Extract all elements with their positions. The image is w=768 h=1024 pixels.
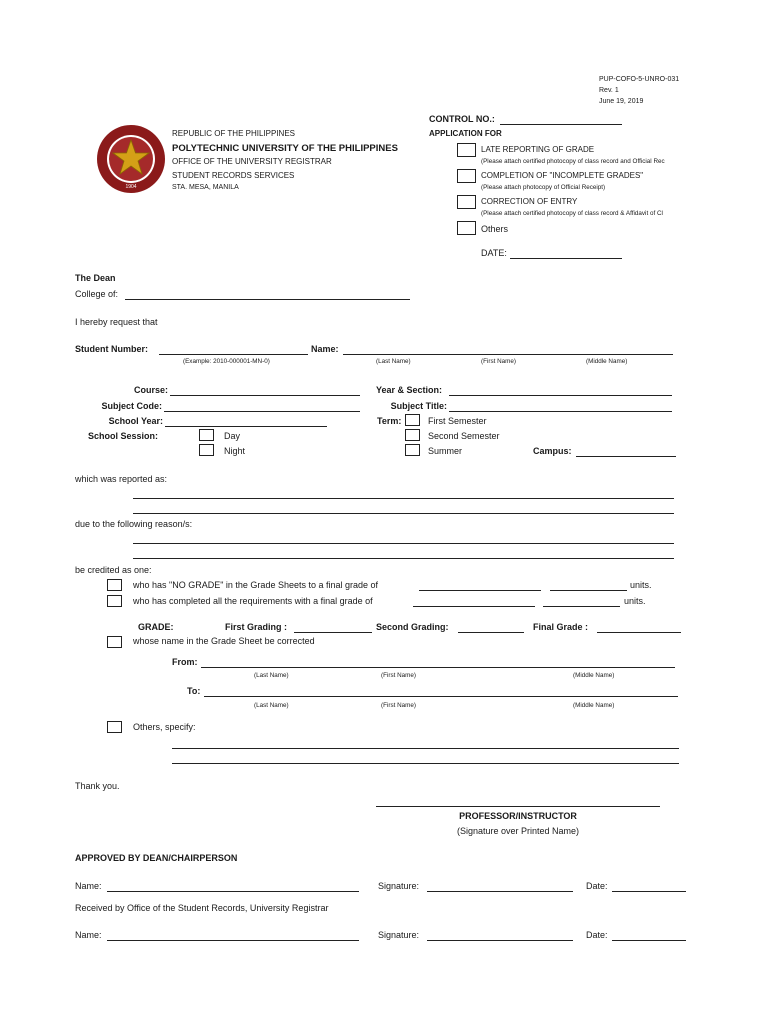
form-code: PUP-COFO-5-UNRO-031 [599, 76, 680, 83]
approval-date-field[interactable] [612, 891, 686, 892]
approval-name-label: Name: [75, 881, 102, 891]
name-field[interactable] [343, 354, 673, 355]
college-label: College of: [75, 289, 119, 299]
day-session-checkbox[interactable] [199, 429, 214, 441]
school-session-label: School Session: [88, 431, 159, 441]
no-grade-text: who has "NO GRADE" in the Grade Sheets to a final grade of [133, 580, 379, 590]
signature-over-name-label: (Signature over Printed Name) [456, 826, 580, 836]
application-for-label: APPLICATION FOR [429, 129, 502, 138]
name-correction-text: whose name in the Grade Sheet be corrected [133, 636, 315, 646]
completed-units-field[interactable] [543, 606, 620, 607]
republic-label: REPUBLIC OF THE PHILIPPINES [172, 129, 295, 138]
university-seal [96, 124, 166, 194]
completion-note: (Please attach photocopy of Official Receipt) [481, 184, 606, 191]
name-label: Name: [311, 344, 339, 354]
reasons-label: due to the following reason/s: [75, 519, 193, 529]
received-name-field[interactable] [107, 940, 359, 941]
thank-you-text: Thank you. [75, 781, 120, 791]
completed-units-label: units. [624, 596, 646, 606]
to-middle-caption: (Middle Name) [573, 702, 615, 709]
university-name: POLYTECHNIC UNIVERSITY OF THE PHILIPPINES [172, 143, 398, 154]
received-date-label: Date: [586, 930, 608, 940]
received-date-field[interactable] [612, 940, 686, 941]
year-section-field[interactable] [449, 395, 672, 396]
course-field[interactable] [170, 395, 360, 396]
to-first-caption: (First Name) [381, 702, 416, 709]
others-specify-label: Others, specify: [133, 722, 196, 732]
no-grade-units-label: units. [630, 580, 652, 590]
first-grading-field[interactable] [294, 632, 372, 633]
correction-label: CORRECTION OF ENTRY [481, 197, 578, 206]
summer-checkbox[interactable] [405, 444, 420, 456]
first-grading-label: First Grading : [225, 622, 288, 632]
approval-name-field[interactable] [107, 891, 359, 892]
term-label: Term: [377, 416, 402, 426]
completed-checkbox[interactable] [107, 595, 122, 607]
year-section-label: Year & Section: [376, 385, 443, 395]
school-year-field[interactable] [165, 426, 327, 427]
school-year-label: School Year: [108, 416, 163, 426]
first-semester-label: First Semester [428, 416, 487, 426]
subject-title-field[interactable] [449, 411, 672, 412]
professor-signature-field[interactable] [376, 806, 660, 807]
others-specify-checkbox[interactable] [107, 721, 122, 733]
approval-date-label: Date: [586, 881, 608, 891]
others-specify-line-2[interactable] [172, 763, 679, 764]
others-checkbox[interactable] [457, 221, 476, 235]
day-session-label: Day [224, 431, 241, 441]
from-name-field[interactable] [201, 667, 675, 668]
completion-label: COMPLETION OF "INCOMPLETE GRADES" [481, 171, 644, 180]
reported-as-label: which was reported as: [75, 474, 168, 484]
received-signature-label: Signature: [378, 930, 420, 940]
second-semester-checkbox[interactable] [405, 429, 420, 441]
credited-label: be credited as one: [75, 565, 152, 575]
first-semester-checkbox[interactable] [405, 414, 420, 426]
name-middle-caption: (Middle Name) [586, 358, 628, 365]
second-grading-label: Second Grading: [376, 622, 449, 632]
late-reporting-note: (Please attach certified photocopy of class record and Official Rec [481, 158, 665, 165]
final-grade-label: Final Grade : [533, 622, 589, 632]
to-name-field[interactable] [204, 696, 678, 697]
reported-as-line-2[interactable] [133, 513, 674, 514]
grade-label: GRADE: [138, 622, 174, 632]
others-specify-line-1[interactable] [172, 748, 679, 749]
night-session-label: Night [224, 446, 246, 456]
control-no-label: CONTROL NO.: [429, 114, 495, 124]
reasons-line-1[interactable] [133, 543, 674, 544]
from-middle-caption: (Middle Name) [573, 672, 615, 679]
late-reporting-checkbox[interactable] [457, 143, 476, 157]
reasons-line-2[interactable] [133, 558, 674, 559]
from-first-caption: (First Name) [381, 672, 416, 679]
to-label: To: [187, 686, 201, 696]
subject-title-label: Subject Title: [390, 401, 447, 411]
form-revision: Rev. 1 [599, 87, 619, 94]
from-last-caption: (Last Name) [254, 672, 289, 679]
approved-by-label: APPROVED BY DEAN/CHAIRPERSON [75, 853, 238, 863]
approval-signature-label: Signature: [378, 881, 420, 891]
second-grading-field[interactable] [458, 632, 524, 633]
name-last-caption: (Last Name) [376, 358, 411, 365]
professor-label: PROFESSOR/INSTRUCTOR [459, 811, 577, 821]
late-reporting-label: LATE REPORTING OF GRADE [481, 145, 595, 154]
campus-label: Campus: [533, 446, 572, 456]
student-number-field[interactable] [159, 354, 308, 355]
second-semester-label: Second Semester [428, 431, 500, 441]
subject-code-label: Subject Code: [101, 401, 162, 411]
no-grade-checkbox[interactable] [107, 579, 122, 591]
completed-final-field[interactable] [413, 606, 535, 607]
campus-field[interactable] [576, 456, 676, 457]
control-no-field[interactable] [500, 124, 622, 125]
from-label: From: [172, 657, 198, 667]
request-text: I hereby request that [75, 317, 158, 327]
date-field[interactable] [510, 258, 622, 259]
student-number-example: (Example: 2010-000001-MN-0) [183, 358, 270, 365]
final-grade-field[interactable] [597, 632, 681, 633]
completion-checkbox[interactable] [457, 169, 476, 183]
college-field[interactable] [125, 299, 410, 300]
night-session-checkbox[interactable] [199, 444, 214, 456]
correction-checkbox[interactable] [457, 195, 476, 209]
services-label: STUDENT RECORDS SERVICES [172, 171, 295, 180]
date-label: DATE: [481, 248, 507, 258]
seal-year: 1904 [125, 184, 137, 190]
approval-signature-field[interactable] [427, 891, 573, 892]
summer-label: Summer [428, 446, 463, 456]
others-label: Others [481, 224, 509, 234]
course-label: Course: [133, 385, 168, 395]
name-correction-checkbox[interactable] [107, 636, 122, 648]
completed-text: who has completed all the requirements with a final grade of [133, 596, 373, 606]
dean-label: The Dean [75, 273, 116, 283]
correction-note: (Please attach certified photocopy of class record & Affidavit of Cl [481, 210, 663, 217]
form-date: June 19, 2019 [599, 98, 644, 105]
received-name-label: Name: [75, 930, 102, 940]
subject-code-field[interactable] [164, 411, 360, 412]
received-by-label: Received by Office of the Student Records, University Registrar [75, 903, 329, 913]
office-label: OFFICE OF THE UNIVERSITY REGISTRAR [172, 157, 332, 166]
reported-as-line-1[interactable] [133, 498, 674, 499]
name-first-caption: (First Name) [481, 358, 516, 365]
no-grade-units-field[interactable] [550, 590, 627, 591]
to-last-caption: (Last Name) [254, 702, 289, 709]
received-signature-field[interactable] [427, 940, 573, 941]
student-number-label: Student Number: [75, 344, 148, 354]
address-label: STA. MESA, MANILA [172, 184, 239, 191]
no-grade-final-field[interactable] [419, 590, 541, 591]
